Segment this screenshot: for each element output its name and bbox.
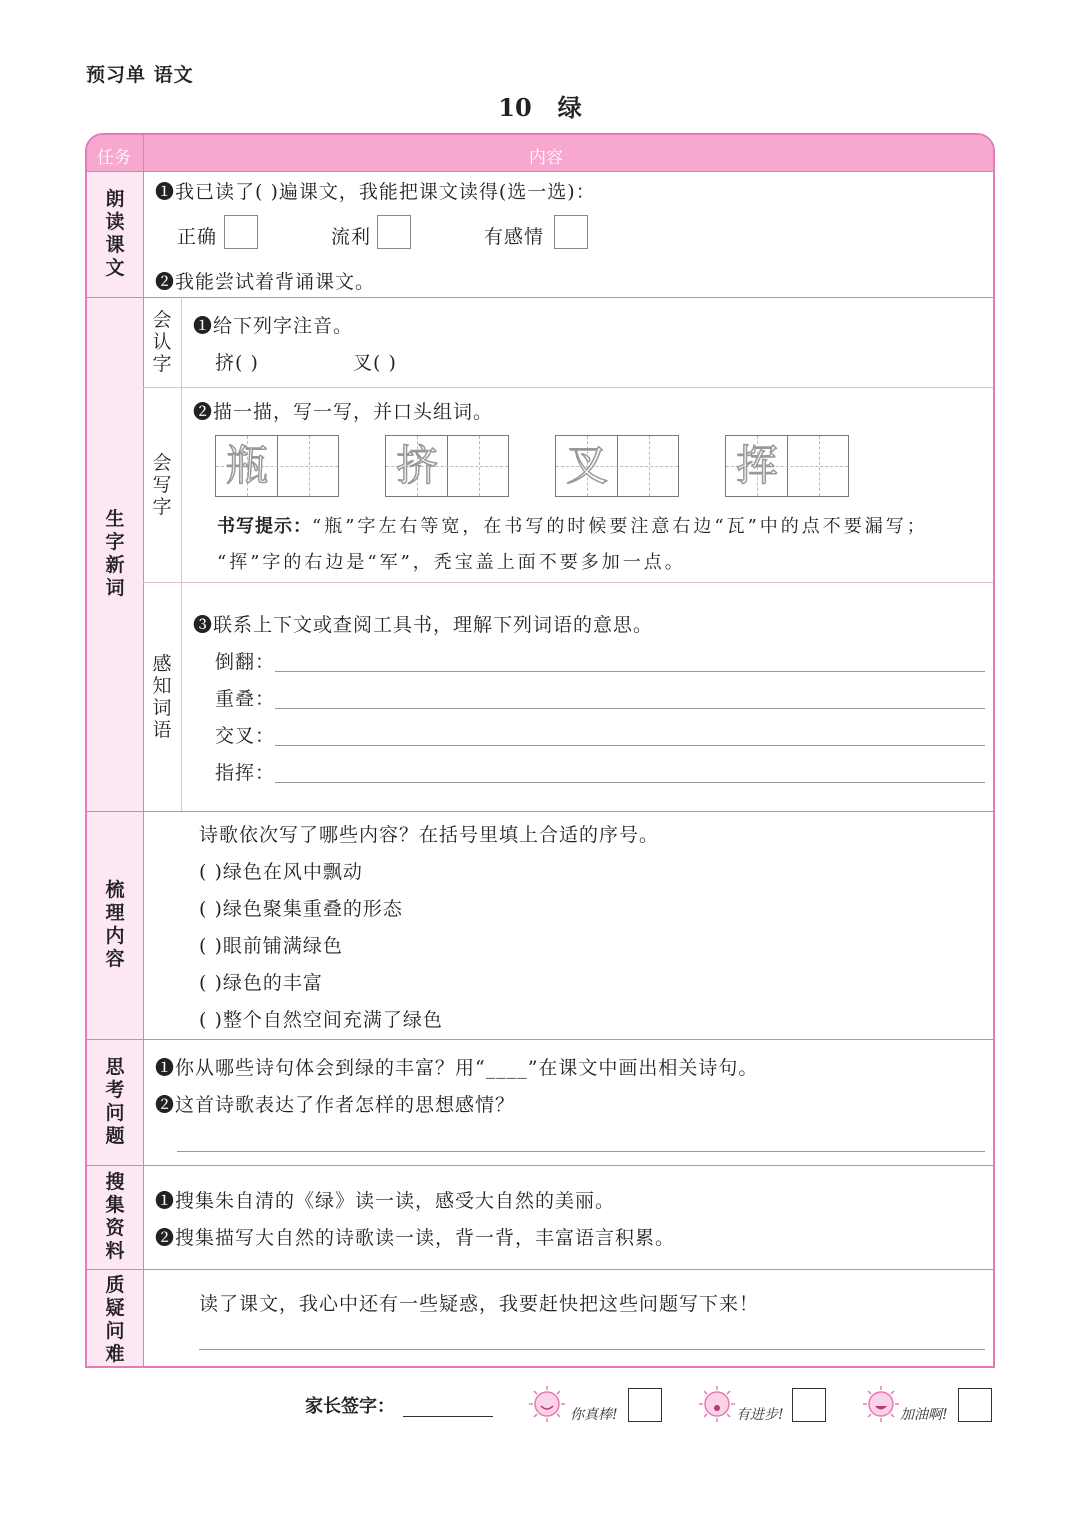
collect-q2: ❷搜集描写大自然的诗歌读一读，背一背，丰富语言积累。	[155, 1227, 676, 1249]
hint-line-2: “挥”字的右边是“军”，秃宝盖上面不要多加一点。	[217, 552, 686, 573]
thinking-q2: ❷这首诗歌表达了作者怎样的思想感情？	[155, 1094, 516, 1116]
row-divider	[87, 811, 995, 812]
answer-line[interactable]	[177, 1151, 985, 1152]
sorting-item: ( )绿色聚集重叠的形态	[199, 898, 403, 920]
sorting-q: 诗歌依次写了哪些内容？在括号里填上合适的序号。	[199, 824, 660, 846]
sorting-item: ( )绿色的丰富	[199, 972, 323, 994]
word-item: 倒翻：	[215, 651, 276, 673]
sorting-item: ( )整个自然空间充满了绿色	[199, 1009, 443, 1031]
stamp-checkbox[interactable]	[792, 1388, 826, 1422]
task-column-header: 任务	[97, 148, 131, 168]
thinking-q1: ❶你从哪些诗句体会到绿的丰富？用“____”在课文中画出相关诗句。	[155, 1057, 759, 1079]
option-label: 流利	[331, 226, 372, 248]
sun-smile-icon	[694, 1384, 740, 1424]
pinyin-item: 叉( )	[353, 352, 397, 374]
worksheet-table	[85, 133, 995, 1368]
row-divider	[87, 1039, 995, 1040]
task-thinking: 思考问题	[87, 1039, 143, 1165]
answer-line[interactable]	[275, 782, 985, 783]
lesson-title	[0, 88, 1080, 123]
task-characters: 生字新词	[87, 297, 143, 811]
stamp-label: 你真棒!	[570, 1407, 618, 1423]
row-divider	[87, 171, 995, 172]
task-question: 质疑问难	[87, 1269, 143, 1368]
writing-grid[interactable]	[215, 435, 339, 497]
stamp-checkbox[interactable]	[958, 1388, 992, 1422]
sorting-item: ( )绿色在风中飘动	[199, 861, 363, 883]
words-q: ❸联系上下文或查阅工具书，理解下列词语的意思。	[193, 614, 654, 636]
answer-line[interactable]	[275, 708, 985, 709]
word-item: 重叠：	[215, 688, 276, 710]
stamp-label: 有进步!	[736, 1407, 784, 1423]
parent-sign-label: 家长签字：	[305, 1396, 395, 1417]
page-subtitle: 预习单 语文	[86, 64, 194, 86]
collect-q1: ❶搜集朱自清的《绿》读一读，感受大自然的美丽。	[155, 1190, 616, 1212]
reading-q1: ❶我已读了( )遍课文，我能把课文读得(选一选)：	[155, 181, 596, 203]
reading-q2: ❷我能尝试着背诵课文。	[155, 271, 376, 293]
pinyin-item: 挤( )	[215, 352, 259, 374]
recognize-q: ❶给下列字注音。	[193, 315, 354, 337]
sub-row-divider	[143, 582, 995, 583]
row-divider	[87, 1165, 995, 1166]
answer-line[interactable]	[275, 745, 985, 746]
writing-hint	[217, 512, 928, 538]
lesson-name: 绿	[557, 93, 582, 122]
answer-line[interactable]	[275, 671, 985, 672]
option-checkbox[interactable]	[224, 215, 258, 249]
lesson-number: 10	[498, 93, 532, 122]
trace-char: 叉	[565, 441, 608, 490]
task-reading: 朗读课文	[87, 171, 143, 297]
option-checkbox[interactable]	[554, 215, 588, 249]
option-label: 有感情	[484, 226, 545, 248]
hint-label: 书写提示：	[217, 516, 312, 537]
task-collect: 搜集资料	[87, 1165, 143, 1269]
hint-line-1: “瓶”字左右等宽，在书写的时候要注意右边“瓦”中的点不要漏写；	[312, 516, 928, 537]
row-divider	[87, 297, 995, 298]
stamp-checkbox[interactable]	[628, 1388, 662, 1422]
word-item: 交叉：	[215, 725, 276, 747]
table-header	[87, 135, 993, 171]
question-text: 读了课文，我心中还有一些疑惑，我要赶快把这些问题写下来！	[199, 1293, 760, 1315]
option-checkbox[interactable]	[377, 215, 411, 249]
sun-smile-icon	[524, 1384, 570, 1424]
trace-char: 瓶	[225, 441, 268, 490]
parent-sign-line[interactable]	[403, 1416, 493, 1417]
content-column-header: 内容	[529, 148, 563, 168]
stamp-label: 加油啊!	[900, 1407, 948, 1423]
task-sorting: 梳理内容	[87, 811, 143, 1039]
sub-recognize: 会认字	[152, 309, 172, 375]
writing-grid[interactable]	[725, 435, 849, 497]
trace-char: 挥	[735, 441, 778, 490]
answer-line[interactable]	[199, 1349, 985, 1350]
writing-grid[interactable]	[555, 435, 679, 497]
write-q: ❷描一描，写一写，并口头组词。	[193, 401, 494, 423]
option-label: 正确	[177, 226, 218, 248]
word-item: 指挥：	[215, 762, 276, 784]
sub-row-divider	[143, 387, 995, 388]
row-divider	[87, 1269, 995, 1270]
sub-words: 感知词语	[152, 652, 172, 741]
writing-grid[interactable]	[385, 435, 509, 497]
sun-smile-icon	[858, 1384, 904, 1424]
trace-char: 挤	[395, 441, 438, 490]
sorting-item: ( )眼前铺满绿色	[199, 935, 343, 957]
sub-write: 会写字	[152, 451, 172, 518]
sub-divider	[181, 297, 182, 811]
